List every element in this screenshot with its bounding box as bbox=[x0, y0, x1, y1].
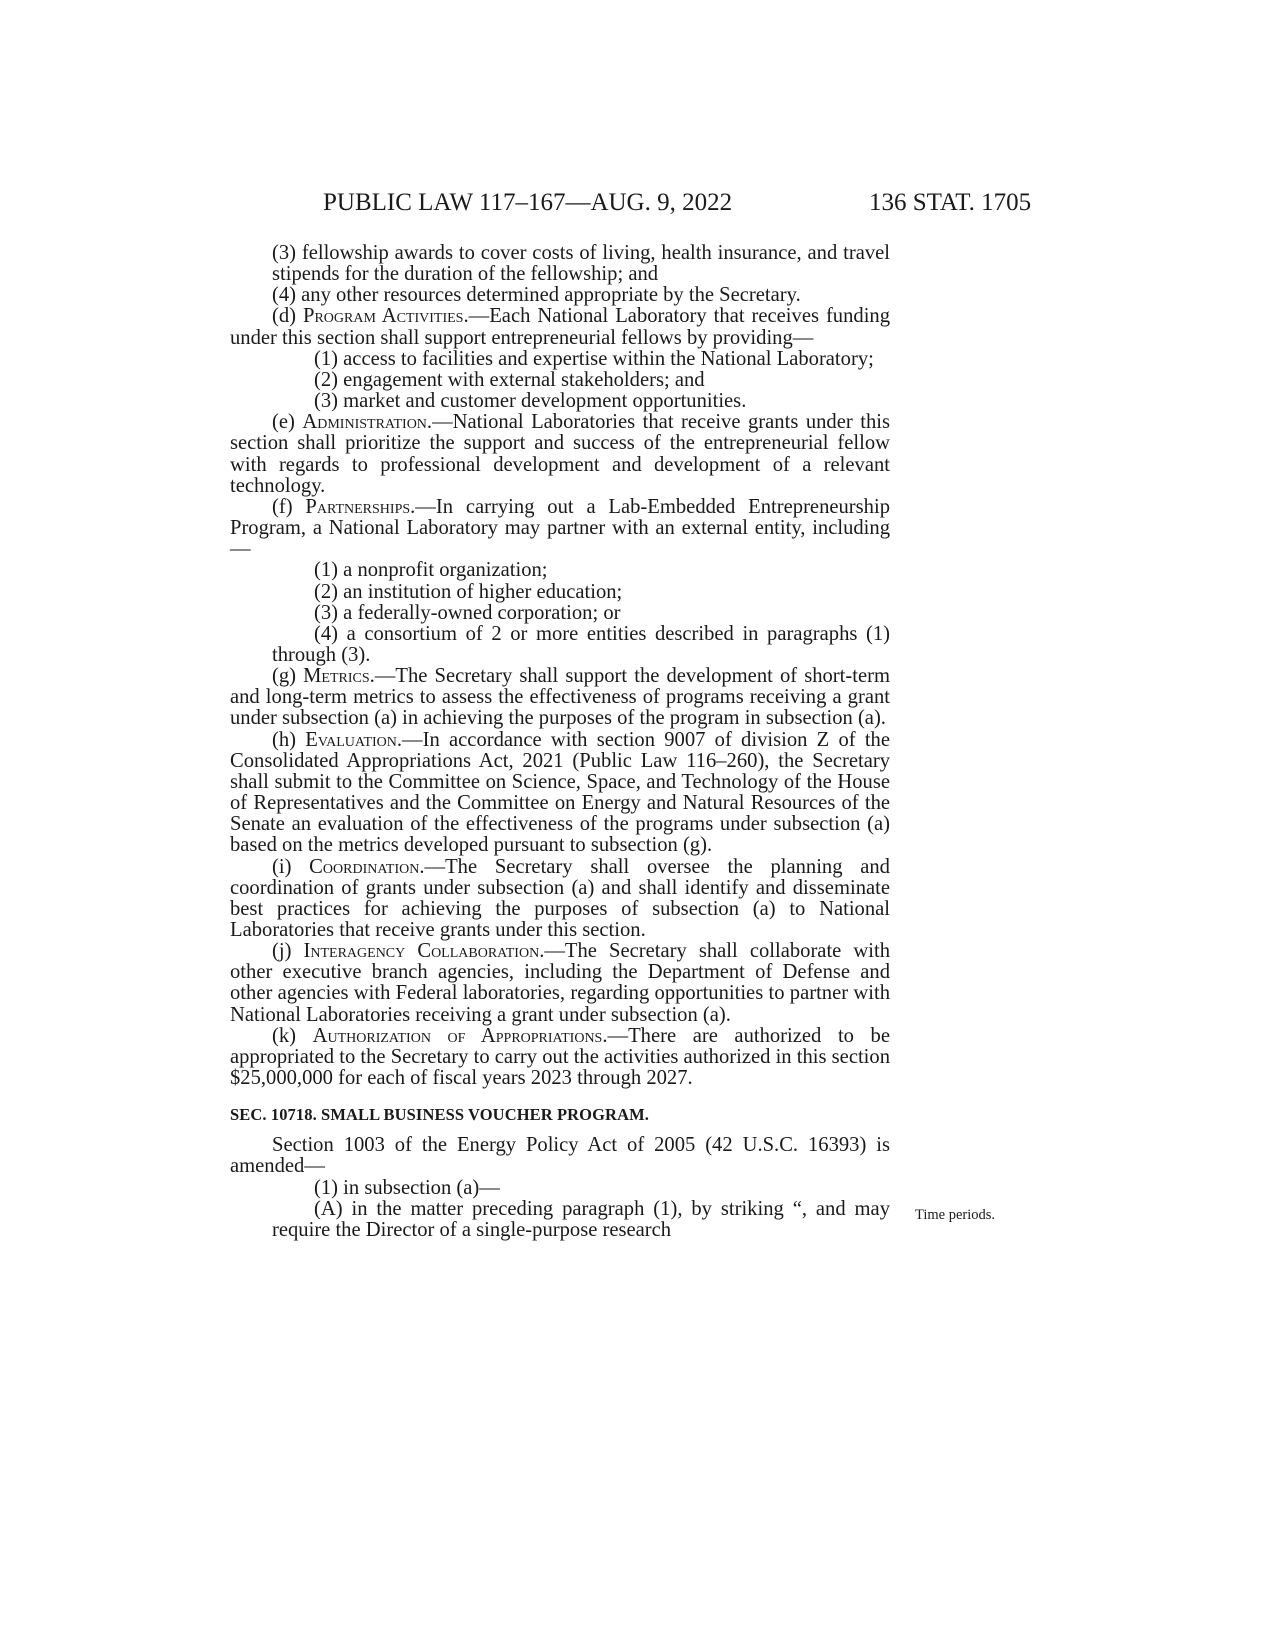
paragraph-d2-text: (2) engagement with external stakeholders; and bbox=[314, 368, 705, 391]
paragraph-d3 bbox=[230, 391, 890, 412]
section-item-1 bbox=[230, 1178, 890, 1199]
paragraph-f3 bbox=[230, 603, 890, 624]
paragraph-f1-text: (1) a nonprofit organization; bbox=[314, 559, 548, 582]
subsection-f bbox=[230, 497, 890, 560]
paragraph-d1 bbox=[230, 349, 890, 370]
subsection-i bbox=[230, 857, 890, 942]
paragraph-f2-text: (2) an institution of higher education; bbox=[314, 580, 623, 603]
subsection-k bbox=[230, 1026, 890, 1089]
subsection-h-text: .—In accordance with section 9007 of division Z of the Consolidated Appropriations Act, 2021 (Public Law 116–260), the Secretary shall submit to the Committee on Science, Space, and Technology of the House of Representatives and the Committee on Energy and Natural Resources of the Senate an evaluation of the effectiveness of the programs under subsection (a) based on the metrics developed pursuant to subsection (g). bbox=[230, 728, 890, 857]
paragraph-f4 bbox=[230, 624, 890, 666]
margin-note: Time periods. bbox=[915, 1207, 996, 1223]
subsection-e-text: .—National Laboratories that receive grants under this section shall prioritize the support and success of the entrepreneurial fellow with regards to professional development and development of a relevant technology. bbox=[230, 411, 890, 497]
paragraph-d3-text: (3) market and customer development opportunities. bbox=[314, 390, 747, 413]
subsection-f-text: .—In carrying out a Lab-Embedded Entrepreneurship Program, a National Laboratory may partner with an external entity, including— bbox=[230, 495, 890, 561]
paragraph-c4 bbox=[230, 285, 890, 306]
subsection-d-text: .—Each National Laboratory that receives funding under this section shall support entrepreneurial fellows by providing— bbox=[230, 305, 891, 349]
subsection-i-text: .—The Secretary shall oversee the planning and coordination of grants under subsection (a) and shall identify and disseminate best practices for achieving the purposes of subsection (a) to National Laboratories that receive grants under this section. bbox=[230, 855, 890, 941]
subsection-h-heading: Evaluation bbox=[305, 728, 397, 751]
subsection-i-label: (i) bbox=[272, 855, 310, 878]
paragraph-f4-text: (4) a consortium of 2 or more entities described in paragraphs (1) through (3). bbox=[272, 622, 890, 666]
subsection-g-heading: Metrics bbox=[303, 665, 370, 688]
running-head bbox=[0, 183, 1275, 223]
paragraph-f3-text: (3) a federally-owned corporation; or bbox=[314, 601, 621, 624]
subsection-j-heading: Interagency Collaboration bbox=[303, 940, 540, 963]
subsection-h-label: (h) bbox=[272, 728, 306, 751]
subsection-f-heading: Partnerships bbox=[305, 495, 411, 518]
paragraph-c3-text: (3) fellowship awards to cover costs of living, health insurance, and travel stipends for the duration of the fellowship; and bbox=[272, 242, 890, 286]
subsection-d-heading: Program Activities bbox=[302, 305, 464, 328]
subsection-h bbox=[230, 730, 890, 857]
stat-page-reference: 136 STAT. 1705 bbox=[869, 189, 1032, 216]
section-item-a bbox=[230, 1199, 890, 1241]
subsection-k-heading: Authorization of Appropriations bbox=[312, 1024, 603, 1047]
subsection-k-label: (k) bbox=[272, 1024, 313, 1047]
subsection-f-label: (f) bbox=[272, 495, 306, 518]
subsection-j bbox=[230, 941, 890, 1026]
paragraph-f2 bbox=[230, 582, 890, 603]
subsection-e-heading: Administration bbox=[302, 411, 427, 434]
subsection-d-label: (d) bbox=[272, 305, 303, 328]
subsection-g-text: .—The Secretary shall support the development of short-term and long-term metrics to assess the effectiveness of programs receiving a grant under subsection (a) in achieving the purposes of the program in subsection (a). bbox=[230, 665, 890, 730]
subsection-e bbox=[230, 412, 890, 497]
subsection-e-label: (e) bbox=[272, 411, 303, 434]
subsection-k-text: .—There are authorized to be appropriated to the Secretary to carry out the activities authorized in this section $25,000,000 for each of fiscal years 2023 through 2027. bbox=[230, 1024, 890, 1090]
paragraph-c4-text: (4) any other resources determined appropriate by the Secretary. bbox=[272, 284, 801, 307]
subsection-j-text: .—The Secretary shall collaborate with other executive branch agencies, including the Department of Defense and other agencies with Federal laboratories, regarding opportunities to partner with National Laboratories receiving a grant under subsection (a). bbox=[230, 940, 890, 1026]
section-item-1-text: (1) in subsection (a)— bbox=[314, 1176, 500, 1199]
body-text bbox=[230, 243, 890, 1241]
paragraph-f1 bbox=[230, 560, 890, 581]
paragraph-c3 bbox=[230, 243, 890, 285]
subsection-j-label: (j) bbox=[272, 940, 304, 963]
section-item-a-text: (A) in the matter preceding paragraph (1), by striking “, and may require the Director of a single-purpose research bbox=[272, 1197, 890, 1241]
subsection-g-label: (g) bbox=[272, 665, 304, 688]
section-intro bbox=[230, 1135, 890, 1177]
section-heading: SEC. 10718. SMALL BUSINESS VOUCHER PROGRAM. bbox=[230, 1105, 649, 1125]
paragraph-d1-text: (1) access to facilities and expertise within the National Laboratory; bbox=[314, 347, 874, 370]
subsection-g bbox=[230, 666, 890, 729]
law-title: PUBLIC LAW 117–167—AUG. 9, 2022 bbox=[323, 189, 733, 216]
subsection-d bbox=[230, 306, 890, 348]
paragraph-d2 bbox=[230, 370, 890, 391]
section-intro-text: Section 1003 of the Energy Policy Act of 2005 (42 U.S.C. 16393) is amended— bbox=[230, 1134, 890, 1178]
subsection-i-heading: Coordination bbox=[309, 855, 420, 878]
